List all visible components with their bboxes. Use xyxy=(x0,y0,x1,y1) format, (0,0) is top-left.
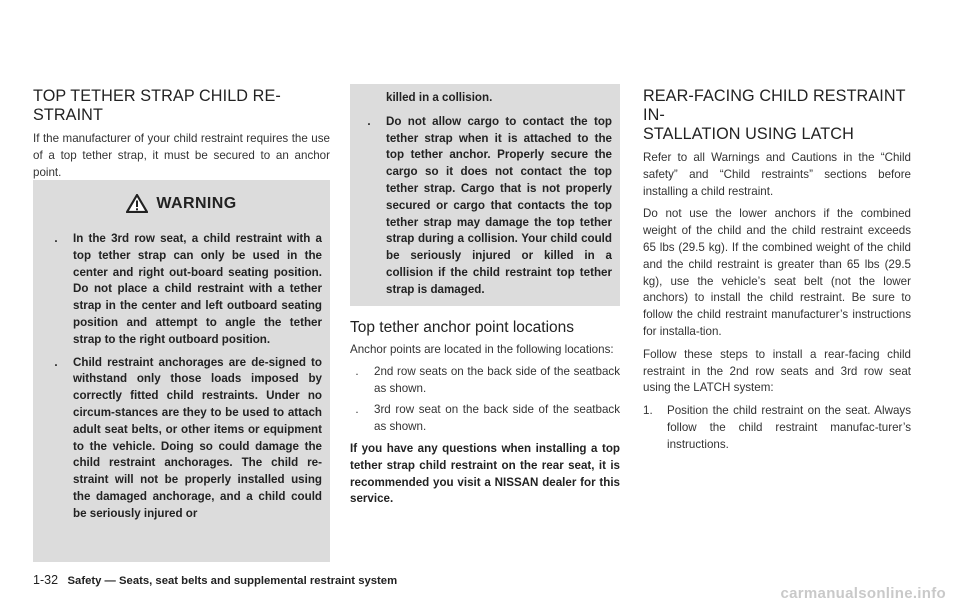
subheading-anchor-locations: Top tether anchor point locations xyxy=(350,319,575,336)
heading-line-2: STRAINT xyxy=(33,106,103,124)
heading-line-1: REAR-FACING CHILD RESTRAINT IN- xyxy=(643,87,906,124)
warning-triangle-icon xyxy=(126,194,148,213)
footer-title: Safety — Seats, seat belts and supplemental restraint system xyxy=(67,575,398,587)
warning-list-continued xyxy=(350,84,620,299)
warning-title: WARNING xyxy=(156,194,237,212)
warning-box-continued xyxy=(350,84,620,306)
column-right xyxy=(643,0,911,454)
list-item: . 3rd row seat on the back side of the seatback as shown. xyxy=(355,403,620,434)
heading-line-2: STALLATION USING LATCH xyxy=(643,125,854,143)
paragraph-refer: Refer to all Warnings and Cautions in the “Child safety” and “Child restraints” sections before installing a child restraint. xyxy=(643,151,911,198)
section-heading-rear-facing xyxy=(643,87,911,144)
warning-list xyxy=(33,213,330,523)
page-footer xyxy=(33,573,397,587)
anchor-intro: Anchor points are located in the following locations: xyxy=(350,343,614,356)
questions-paragraph: If you have any questions when installing a top tether strap child restraint on the rear seat, it is recommended you visit a NISSAN dealer for this service. xyxy=(350,441,620,506)
paragraph-weight-limit: Do not use the lower anchors if the combined weight of the child and the child restraint exceeds 65 lbs (29.5 kg). If the combined weight of the child and the child restraint is greater than 65 lbs (29.5 kg), use the vehicle’s seat belt (not the lower anchors) to install the child restraint. Be sure to follow the child restraint manufacturer’s instructions for installa-tion. xyxy=(643,207,911,338)
step-number: 1. xyxy=(643,404,653,418)
step-item: 1. Position the child restraint on the seat. Always follow the child restraint manufac-turer’s instructions. xyxy=(643,404,911,451)
warning-bullet: . Child restraint anchorages are de-signed to withstand only those loads imposed by correctly fitted child restraints. Under no circum-stances are they to be used to attach adult seat belts, or other items or equipment to the vehicle. Doing so could damage the child restraint anchorages. The child re-straint will not be properly installed using the damaged anchorage, and a child could be seriously injured or xyxy=(54,355,322,520)
paragraph-follow-steps: Follow these steps to install a rear-facing child restraint in the 2nd row seats and 3rd row seat using the LATCH system: xyxy=(643,347,911,395)
column-left xyxy=(33,0,330,187)
section-heading-top-tether xyxy=(33,87,330,125)
warning-continuation: killed in a collision. xyxy=(386,91,493,104)
intro-paragraph: If the manufacturer of your child restraint requires the use of a top tether strap, it must be secured to an anchor point. xyxy=(33,132,330,179)
heading-line-1: TOP TETHER STRAP CHILD RE- xyxy=(33,87,281,105)
list-item: . 2nd row seats on the back side of the seatback as shown. xyxy=(355,364,620,395)
page-number: 1-32 xyxy=(33,573,59,587)
warning-bullet: . In the 3rd row seat, a child restraint with a top tether strap can only be used in the center and right out-board seating position. Do not place a child restraint with a tether strap in the center and left outboard seating position and attempt to angle the tether strap to the right outboard position. xyxy=(54,232,322,346)
column-middle xyxy=(350,318,620,514)
warning-box xyxy=(33,180,330,562)
warning-bullet: . Do not allow cargo to contact the top tether strap when it is attached to the top tether anchor. Properly secure the cargo so it does not contact the top tether strap. Cargo that is not properly secured or cargo that contacts the top tether strap may damage the top tether strap during a collision. Your child could be seriously injured or killed in a collision if the child restraint top tether strap is damaged. xyxy=(367,114,612,296)
warning-header xyxy=(33,194,330,213)
watermark: carmanualsonline.info xyxy=(780,585,946,602)
